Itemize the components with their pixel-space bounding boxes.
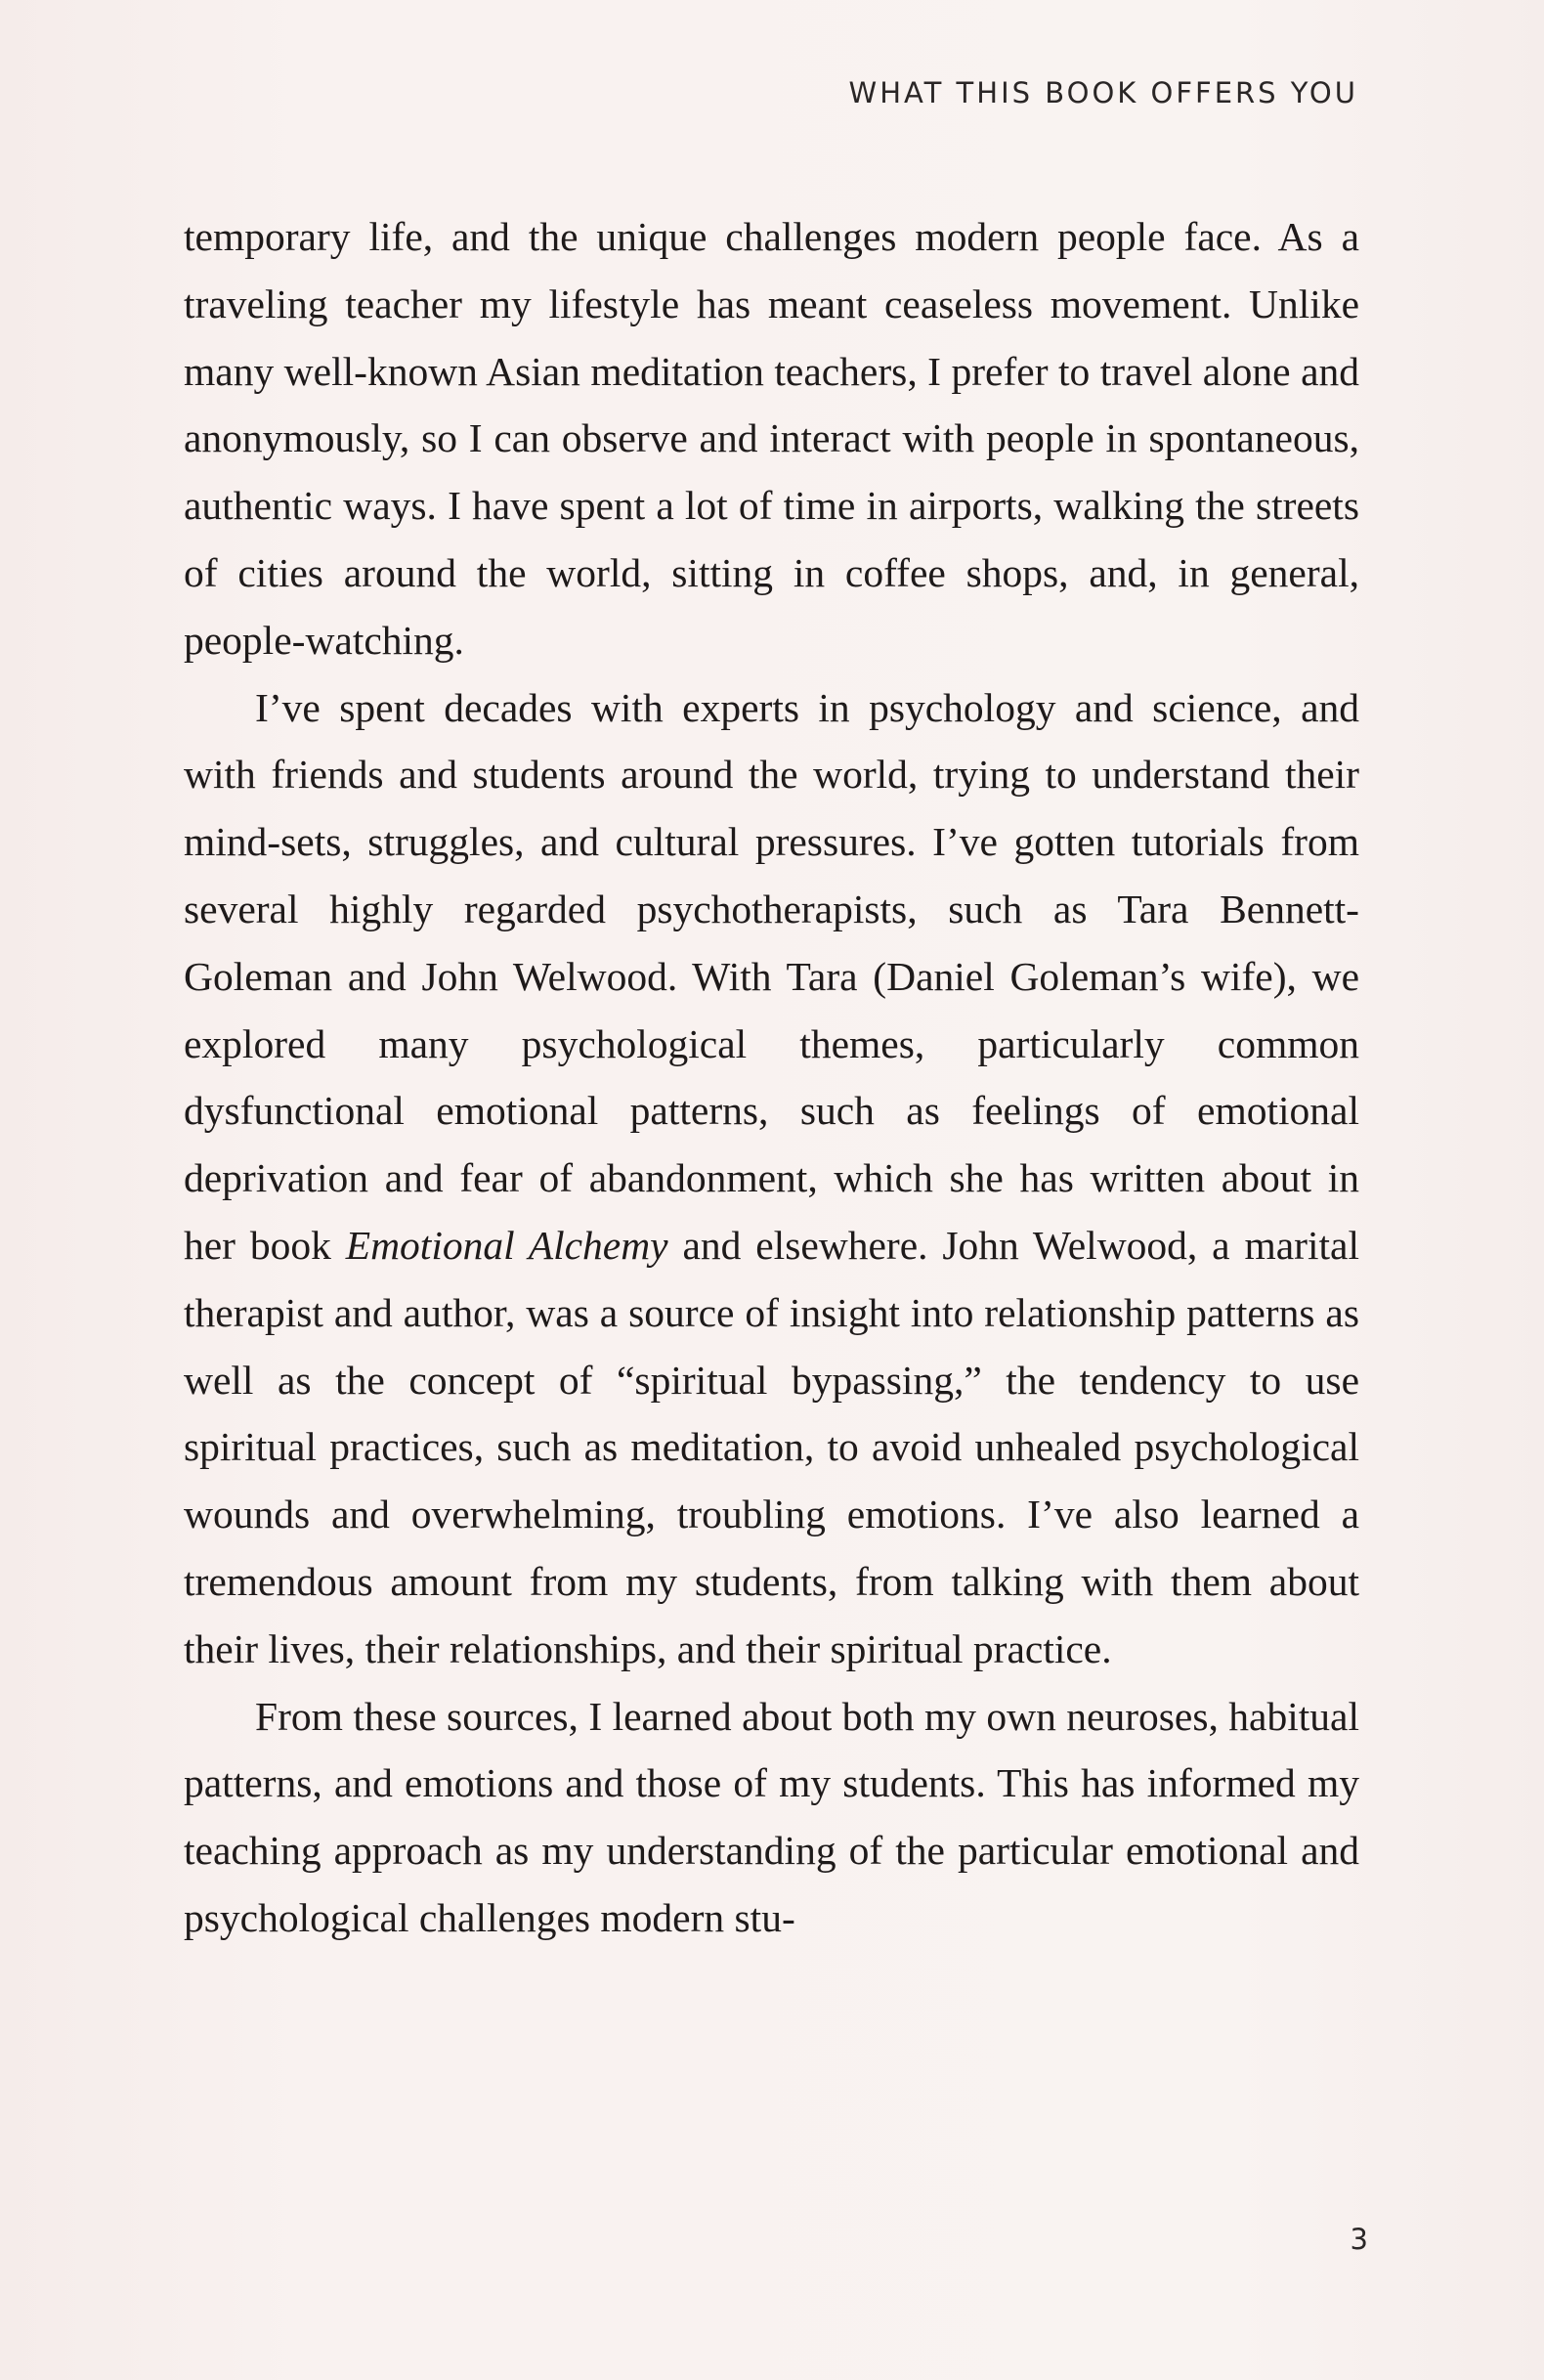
paragraph-1: temporary life, and the unique challenges modern people face. As a traveling teacher my lifestyle has meant ceaseless movement. Unlike many well-known Asian meditation teachers, I prefer to travel alone and anonymously, so I can observe and interact with people in spontaneous, authentic ways. I have spent a lot of time in airports, walking the streets of cities around the world, sitting in coffee shops, and, in general, people-watching.	[184, 214, 1359, 663]
paragraph-2	[184, 674, 1359, 1683]
page-number: 3	[1350, 2223, 1368, 2256]
book-title-emotional-alchemy: Emotional Alchemy	[345, 1222, 668, 1268]
paragraph-2-text-before: I’ve spent decades with experts in psychology and science, and with friends and students around the world, trying to understand their mind-sets, struggles, and cultural pressures. I’ve gotten tutorials from several highly regarded psychotherapists, such as Tara Bennett-Goleman and John Welwood. With Tara (Daniel Goleman’s wife), we explored many psychological themes, particularly common dysfunctional emotional patterns, such as feelings of emotional deprivation and fear of abandonment, which she has written about in her book	[184, 684, 1359, 1268]
running-head: WHAT THIS BOOK OFFERS YOU	[848, 76, 1358, 109]
paragraph-3: From these sources, I learned about both my own neuroses, habitual patterns, and emotions and those of my students. This has informed my teaching approach as my understanding of the particular emotional and psychological challenges modern stu-	[184, 1693, 1359, 1940]
body-text	[184, 203, 1359, 1952]
paragraph-2-text-after: and elsewhere. John Welwood, a marital therapist and author, was a source of insight into relationship patterns as well as the concept of “spiritual bypassing,” the tendency to use spiritual practices, such as meditation, to avoid unhealed psychological wounds and overwhelming, troubling emotions. I’ve also learned a tremendous amount from my students, from talking with them about their lives, their relationships, and their spiritual practice.	[184, 1222, 1359, 1671]
